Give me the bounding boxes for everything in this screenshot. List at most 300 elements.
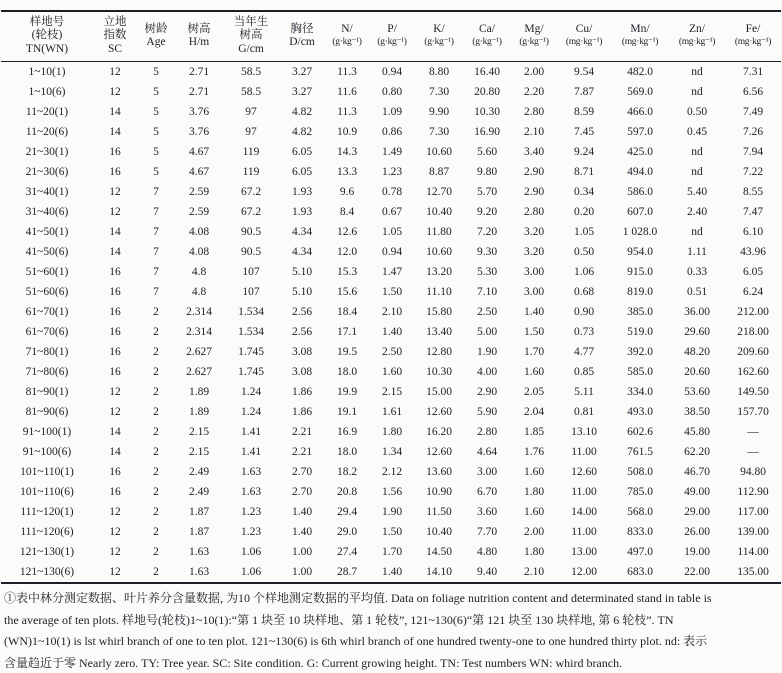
cell-fe: 7.47 (742, 206, 764, 218)
cell-d: 1.00 (291, 566, 313, 578)
cell-p: 0.86 (381, 126, 403, 138)
cell-h: 4.08 (188, 226, 210, 238)
cell-p: 1.34 (381, 446, 403, 458)
cell-age: 2 (153, 406, 159, 418)
cell-tn: 1~10(1) (28, 66, 66, 78)
cell-tn: 31~40(1) (25, 186, 69, 198)
cell-tn: 51~60(1) (25, 266, 69, 278)
cell-k: 12.80 (426, 346, 452, 358)
cell-d: 1.86 (291, 386, 313, 398)
cell-zn: 29.00 (684, 506, 710, 518)
cell-cu: 12.00 (571, 566, 597, 578)
cell-ca: 2.50 (476, 306, 498, 318)
cell-k: 8.87 (428, 166, 450, 178)
cell-cu: 13.00 (571, 546, 597, 558)
cell-n: 27.4 (336, 546, 358, 558)
cell-k: 13.60 (426, 466, 452, 478)
cell-cu: 13.10 (571, 426, 597, 438)
cell-d: 1.93 (291, 206, 313, 218)
cell-k: 12.60 (426, 446, 452, 458)
cell-sc: 14 (109, 246, 121, 258)
col-header-fe: Fe/ (mg·kg⁻¹) (734, 22, 772, 47)
cell-cu: 7.45 (573, 126, 595, 138)
cell-cu: 14.00 (571, 506, 597, 518)
cell-cu: 9.54 (573, 66, 595, 78)
cell-d: 1.86 (291, 406, 313, 418)
cell-cu: 0.73 (573, 326, 595, 338)
cell-cu: 1.05 (573, 226, 595, 238)
table-row (1, 362, 781, 382)
cell-g: 97 (245, 126, 257, 138)
cell-mg: 2.04 (523, 406, 545, 418)
cell-ca: 9.40 (476, 566, 498, 578)
cell-k: 10.90 (426, 486, 452, 498)
cell-mg: 3.40 (523, 146, 545, 158)
cell-k: 14.10 (426, 566, 452, 578)
cell-tn: 61~70(6) (25, 326, 69, 338)
cell-fe: 7.31 (742, 66, 764, 78)
cell-p: 0.78 (381, 186, 403, 198)
cell-mg: 2.00 (523, 526, 545, 538)
table-row (1, 62, 781, 83)
cell-mn: 497.0 (627, 546, 653, 558)
cell-p: 1.09 (381, 106, 403, 118)
cell-h: 1.63 (188, 566, 210, 578)
col-header-sc: 立地 指数 SC (103, 15, 127, 55)
cell-fe: 94.80 (740, 466, 766, 478)
cell-age: 7 (153, 266, 159, 278)
cell-tn: 61~70(1) (25, 306, 69, 318)
cell-ca: 2.90 (476, 386, 498, 398)
cell-g: 1.745 (238, 346, 264, 358)
cell-sc: 16 (109, 166, 121, 178)
cell-fe: — (747, 446, 759, 458)
cell-h: 2.71 (188, 66, 210, 78)
cell-zn: 2.40 (686, 206, 708, 218)
cell-mn: 785.0 (627, 486, 653, 498)
cell-zn: 20.60 (684, 366, 710, 378)
cell-sc: 16 (109, 266, 121, 278)
cell-k: 12.70 (426, 186, 452, 198)
cell-k: 11.80 (426, 226, 452, 238)
cell-tn: 121~130(1) (19, 546, 75, 558)
cell-g: 1.534 (238, 326, 264, 338)
cell-k: 13.20 (426, 266, 452, 278)
cell-g: 97 (245, 106, 257, 118)
cell-zn: 38.50 (684, 406, 710, 418)
cell-g: 1.23 (240, 526, 262, 538)
cell-ca: 20.80 (474, 86, 500, 98)
cell-k: 10.40 (426, 526, 452, 538)
cell-zn: 46.70 (684, 466, 710, 478)
cell-p: 1.40 (381, 326, 403, 338)
cell-mn: 508.0 (627, 466, 653, 478)
table-row (1, 442, 781, 462)
cell-g: 1.745 (238, 366, 264, 378)
cell-h: 2.49 (188, 466, 210, 478)
cell-fe: 8.55 (742, 186, 764, 198)
cell-age: 2 (153, 486, 159, 498)
cell-mg: 2.90 (523, 166, 545, 178)
cell-cu: 11.00 (571, 486, 597, 498)
cell-zn: 48.20 (684, 346, 710, 358)
cell-sc: 12 (109, 206, 121, 218)
cell-age: 2 (153, 566, 159, 578)
cell-fe: 162.60 (737, 366, 769, 378)
cell-g: 1.23 (240, 506, 262, 518)
cell-age: 2 (153, 426, 159, 438)
cell-sc: 12 (109, 186, 121, 198)
cell-p: 2.12 (381, 466, 403, 478)
cell-sc: 12 (109, 526, 121, 538)
cell-k: 14.50 (426, 546, 452, 558)
cell-mg: 2.80 (523, 206, 545, 218)
cell-n: 11.3 (337, 66, 357, 78)
cell-ca: 5.30 (476, 266, 498, 278)
cell-p: 1.70 (381, 546, 403, 558)
cell-ca: 5.70 (476, 186, 498, 198)
cell-h: 2.15 (188, 446, 210, 458)
cell-n: 19.1 (336, 406, 358, 418)
cell-mn: 568.0 (627, 506, 653, 518)
cell-cu: 11.00 (571, 526, 597, 538)
cell-age: 2 (153, 326, 159, 338)
cell-d: 2.70 (291, 486, 313, 498)
cell-age: 7 (153, 226, 159, 238)
cell-age: 2 (153, 446, 159, 458)
cell-g: 67.2 (240, 206, 262, 218)
cell-p: 1.47 (381, 266, 403, 278)
table-header (1, 11, 781, 62)
cell-age: 2 (153, 306, 159, 318)
table-row (1, 202, 781, 222)
cell-zn: nd (691, 166, 703, 178)
cell-ca: 4.00 (476, 366, 498, 378)
table-row (1, 222, 781, 242)
cell-n: 10.9 (336, 126, 358, 138)
cell-zn: nd (691, 86, 703, 98)
cell-sc: 14 (109, 426, 121, 438)
cell-mg: 2.20 (523, 86, 545, 98)
cell-h: 2.49 (188, 486, 210, 498)
cell-ca: 16.40 (474, 66, 500, 78)
cell-d: 2.21 (291, 426, 313, 438)
cell-mg: 3.20 (523, 246, 545, 258)
cell-g: 1.06 (240, 566, 262, 578)
table-row (1, 522, 781, 542)
cell-mn: 494.0 (627, 166, 653, 178)
cell-ca: 2.80 (476, 426, 498, 438)
cell-fe: 135.00 (737, 566, 769, 578)
cell-p: 2.15 (381, 386, 403, 398)
cell-g: 1.63 (240, 486, 262, 498)
cell-h: 4.67 (188, 166, 210, 178)
cell-mg: 2.05 (523, 386, 545, 398)
cell-n: 15.3 (336, 266, 358, 278)
cell-mg: 2.10 (523, 126, 545, 138)
cell-n: 18.4 (336, 306, 358, 318)
cell-mn: 385.0 (627, 306, 653, 318)
cell-tn: 11~20(1) (25, 106, 69, 118)
cell-p: 1.50 (381, 526, 403, 538)
cell-k: 7.30 (428, 126, 450, 138)
cell-mn: 334.0 (627, 386, 653, 398)
cell-n: 12.0 (336, 246, 358, 258)
cell-mn: 585.0 (627, 366, 653, 378)
cell-p: 0.80 (381, 86, 403, 98)
cell-age: 2 (153, 386, 159, 398)
cell-tn: 91~100(1) (22, 426, 72, 438)
footnote-line: 含量趋近于零 Nearly zero. TY: Tree year. SC: Site condition. G: Current growing height. TN: Test numbers WN: whird branch. (4, 655, 623, 670)
cell-d: 3.08 (291, 366, 313, 378)
cell-p: 1.90 (381, 506, 403, 518)
cell-fe: 7.94 (742, 146, 764, 158)
cell-tn: 1~10(6) (28, 86, 66, 98)
table-row (1, 462, 781, 482)
cell-ca: 1.90 (476, 346, 498, 358)
cell-n: 15.6 (336, 286, 358, 298)
cell-p: 0.94 (381, 246, 403, 258)
cell-mn: 683.0 (627, 566, 653, 578)
cell-zn: 29.60 (684, 326, 710, 338)
cell-age: 7 (153, 246, 159, 258)
cell-ca: 6.70 (476, 486, 498, 498)
cell-g: 1.24 (240, 386, 262, 398)
footnote-line: ①表中林分测定数据、叶片养分含量数据, 为10 个样地测定数据的平均值. Data on foliage nutrition content and determinated stand in table is (4, 591, 712, 605)
table-row (1, 322, 781, 342)
cell-h: 1.89 (188, 406, 210, 418)
cell-sc: 14 (109, 446, 121, 458)
table-footnote (1, 588, 781, 673)
cell-sc: 12 (109, 86, 121, 98)
cell-mg: 1.40 (523, 306, 545, 318)
cell-n: 16.9 (336, 426, 358, 438)
col-header-g: 当年生 树高 G/cm (233, 15, 269, 55)
cell-p: 1.50 (381, 286, 403, 298)
cell-ca: 7.70 (476, 526, 498, 538)
cell-p: 1.23 (381, 166, 403, 178)
cell-d: 2.21 (291, 446, 313, 458)
cell-zn: nd (691, 226, 703, 238)
cell-cu: 0.50 (573, 246, 595, 258)
cell-mn: 493.0 (627, 406, 653, 418)
cell-age: 5 (153, 126, 159, 138)
cell-fe: 149.50 (737, 386, 769, 398)
table-row (1, 242, 781, 262)
col-header-mg: Mg/ (g·kg⁻¹) (519, 22, 549, 47)
col-header-d: 胸径 D/cm (289, 22, 315, 48)
cell-h: 2.59 (188, 186, 210, 198)
cell-sc: 14 (109, 106, 121, 118)
cell-fe: 6.24 (742, 286, 764, 298)
cell-age: 5 (153, 166, 159, 178)
cell-mn: 597.0 (627, 126, 653, 138)
cell-mg: 1.60 (523, 466, 545, 478)
cell-age: 5 (153, 66, 159, 78)
cell-mg: 1.60 (523, 366, 545, 378)
cell-d: 3.08 (291, 346, 313, 358)
cell-tn: 121~130(6) (19, 566, 75, 578)
cell-cu: 1.06 (573, 266, 595, 278)
table-row (1, 502, 781, 522)
cell-ca: 5.60 (476, 146, 498, 158)
table-row (1, 162, 781, 182)
cell-mn: 519.0 (627, 326, 653, 338)
cell-h: 1.63 (188, 546, 210, 558)
cell-tn: 111~120(1) (20, 506, 74, 518)
cell-h: 4.8 (191, 266, 207, 278)
footnote-line: (WN)1~10(1) is lst whirl branch of one to ten plot. 121~130(6) is 6th whirl branch of one hundred twenty-one to one hundred thirty plot. nd: 表示 (4, 634, 708, 648)
cell-n: 17.1 (336, 326, 358, 338)
cell-mg: 3.00 (523, 286, 545, 298)
cell-k: 10.60 (426, 246, 452, 258)
cell-tn: 81~90(1) (25, 386, 69, 398)
cell-cu: 5.11 (574, 386, 594, 398)
cell-mg: 2.00 (523, 66, 545, 78)
cell-ca: 7.20 (476, 226, 498, 238)
cell-sc: 12 (109, 546, 121, 558)
cell-sc: 16 (109, 466, 121, 478)
cell-sc: 12 (109, 406, 121, 418)
cell-mn: 466.0 (627, 106, 653, 118)
cell-mn: 761.5 (627, 446, 653, 458)
cell-n: 14.3 (336, 146, 358, 158)
cell-zn: 22.00 (684, 566, 710, 578)
cell-g: 1.06 (240, 546, 262, 558)
table-row (1, 302, 781, 322)
cell-d: 1.00 (291, 546, 313, 558)
cell-sc: 14 (109, 226, 121, 238)
cell-tn: 71~80(1) (25, 346, 69, 358)
cell-mn: 819.0 (627, 286, 653, 298)
cell-ca: 9.20 (476, 206, 498, 218)
cell-fe: 7.49 (742, 106, 764, 118)
cell-fe: — (747, 426, 759, 438)
col-header-k: K/ (g·kg⁻¹) (424, 22, 454, 47)
cell-zn: 5.40 (686, 186, 708, 198)
table-row (1, 342, 781, 362)
cell-g: 67.2 (240, 186, 262, 198)
cell-h: 2.314 (186, 306, 212, 318)
cell-k: 10.40 (426, 206, 452, 218)
cell-fe: 6.10 (742, 226, 764, 238)
cell-d: 1.40 (291, 526, 313, 538)
table-row (1, 422, 781, 442)
cell-n: 28.7 (336, 566, 358, 578)
cell-mn: 833.0 (627, 526, 653, 538)
cell-n: 18.2 (336, 466, 358, 478)
cell-fe: 7.26 (742, 126, 764, 138)
cell-d: 3.27 (291, 66, 313, 78)
cell-p: 1.61 (381, 406, 403, 418)
cell-mg: 3.00 (523, 266, 545, 278)
table-row (1, 122, 781, 142)
table-row (1, 282, 781, 302)
cell-tn: 21~30(1) (25, 146, 69, 158)
cell-cu: 12.60 (571, 466, 597, 478)
col-header-p: P/ (g·kg⁻¹) (377, 22, 407, 47)
cell-mn: 482.0 (627, 66, 653, 78)
cell-n: 18.0 (336, 446, 358, 458)
cell-tn: 101~110(1) (20, 466, 74, 478)
cell-age: 2 (153, 506, 159, 518)
cell-n: 8.4 (339, 206, 355, 218)
cell-k: 9.90 (428, 106, 450, 118)
cell-d: 2.56 (291, 326, 313, 338)
cell-p: 1.80 (381, 426, 403, 438)
foliar-nutrient-table (1, 10, 781, 584)
cell-d: 6.05 (291, 166, 313, 178)
cell-sc: 16 (109, 146, 121, 158)
table-body (1, 62, 781, 584)
cell-cu: 0.20 (573, 206, 595, 218)
cell-tn: 101~110(6) (20, 486, 74, 498)
cell-cu: 8.59 (573, 106, 595, 118)
table-row (1, 382, 781, 402)
cell-k: 16.20 (426, 426, 452, 438)
cell-mn: 569.0 (627, 86, 653, 98)
cell-fe: 139.00 (737, 526, 769, 538)
cell-k: 11.10 (426, 286, 452, 298)
cell-g: 58.5 (240, 86, 262, 98)
cell-h: 1.87 (188, 526, 210, 538)
cell-tn: 31~40(6) (25, 206, 69, 218)
col-header-cu: Cu/ (mg·kg⁻¹) (565, 22, 603, 47)
cell-cu: 7.87 (573, 86, 595, 98)
cell-h: 2.314 (186, 326, 212, 338)
cell-cu: 9.24 (573, 146, 595, 158)
cell-mg: 1.85 (523, 426, 545, 438)
cell-d: 1.93 (291, 186, 313, 198)
footnote-line: the average of ten plots. 样地号(轮枝)1~10(1):“第 1 块至 10 块样地、第 1 轮枝”, 121~130(6)“第 121 块至 130 块样地, 第 6 轮枝”. TN (4, 612, 674, 627)
cell-zn: 49.00 (684, 486, 710, 498)
cell-zn: 0.51 (686, 286, 708, 298)
col-header-ca: Ca/ (g·kg⁻¹) (472, 22, 502, 47)
cell-ca: 16.90 (474, 126, 500, 138)
cell-age: 2 (153, 526, 159, 538)
cell-tn: 21~30(6) (25, 166, 69, 178)
cell-cu: 0.85 (573, 366, 595, 378)
cell-h: 2.627 (186, 366, 212, 378)
cell-p: 1.49 (381, 146, 403, 158)
cell-k: 15.00 (426, 386, 452, 398)
cell-cu: 4.77 (573, 346, 595, 358)
cell-mg: 2.80 (523, 106, 545, 118)
cell-n: 29.0 (336, 526, 358, 538)
cell-fe: 218.00 (737, 326, 769, 338)
cell-h: 4.08 (188, 246, 210, 258)
cell-zn: nd (691, 146, 703, 158)
cell-mn: 602.6 (627, 426, 653, 438)
cell-ca: 5.90 (476, 406, 498, 418)
cell-age: 2 (153, 466, 159, 478)
cell-n: 12.6 (336, 226, 358, 238)
cell-mg: 1.50 (523, 326, 545, 338)
cell-d: 4.82 (291, 106, 313, 118)
cell-sc: 16 (109, 346, 121, 358)
cell-d: 3.27 (291, 86, 313, 98)
table-row (1, 82, 781, 102)
cell-age: 5 (153, 86, 159, 98)
col-header-zn: Zn/ (mg·kg⁻¹) (678, 22, 716, 47)
cell-cu: 11.00 (571, 446, 597, 458)
header-row (1, 11, 781, 62)
cell-h: 3.76 (188, 126, 210, 138)
cell-p: 1.60 (381, 366, 403, 378)
cell-d: 5.10 (291, 286, 313, 298)
cell-k: 10.60 (426, 146, 452, 158)
cell-tn: 51~60(6) (25, 286, 69, 298)
